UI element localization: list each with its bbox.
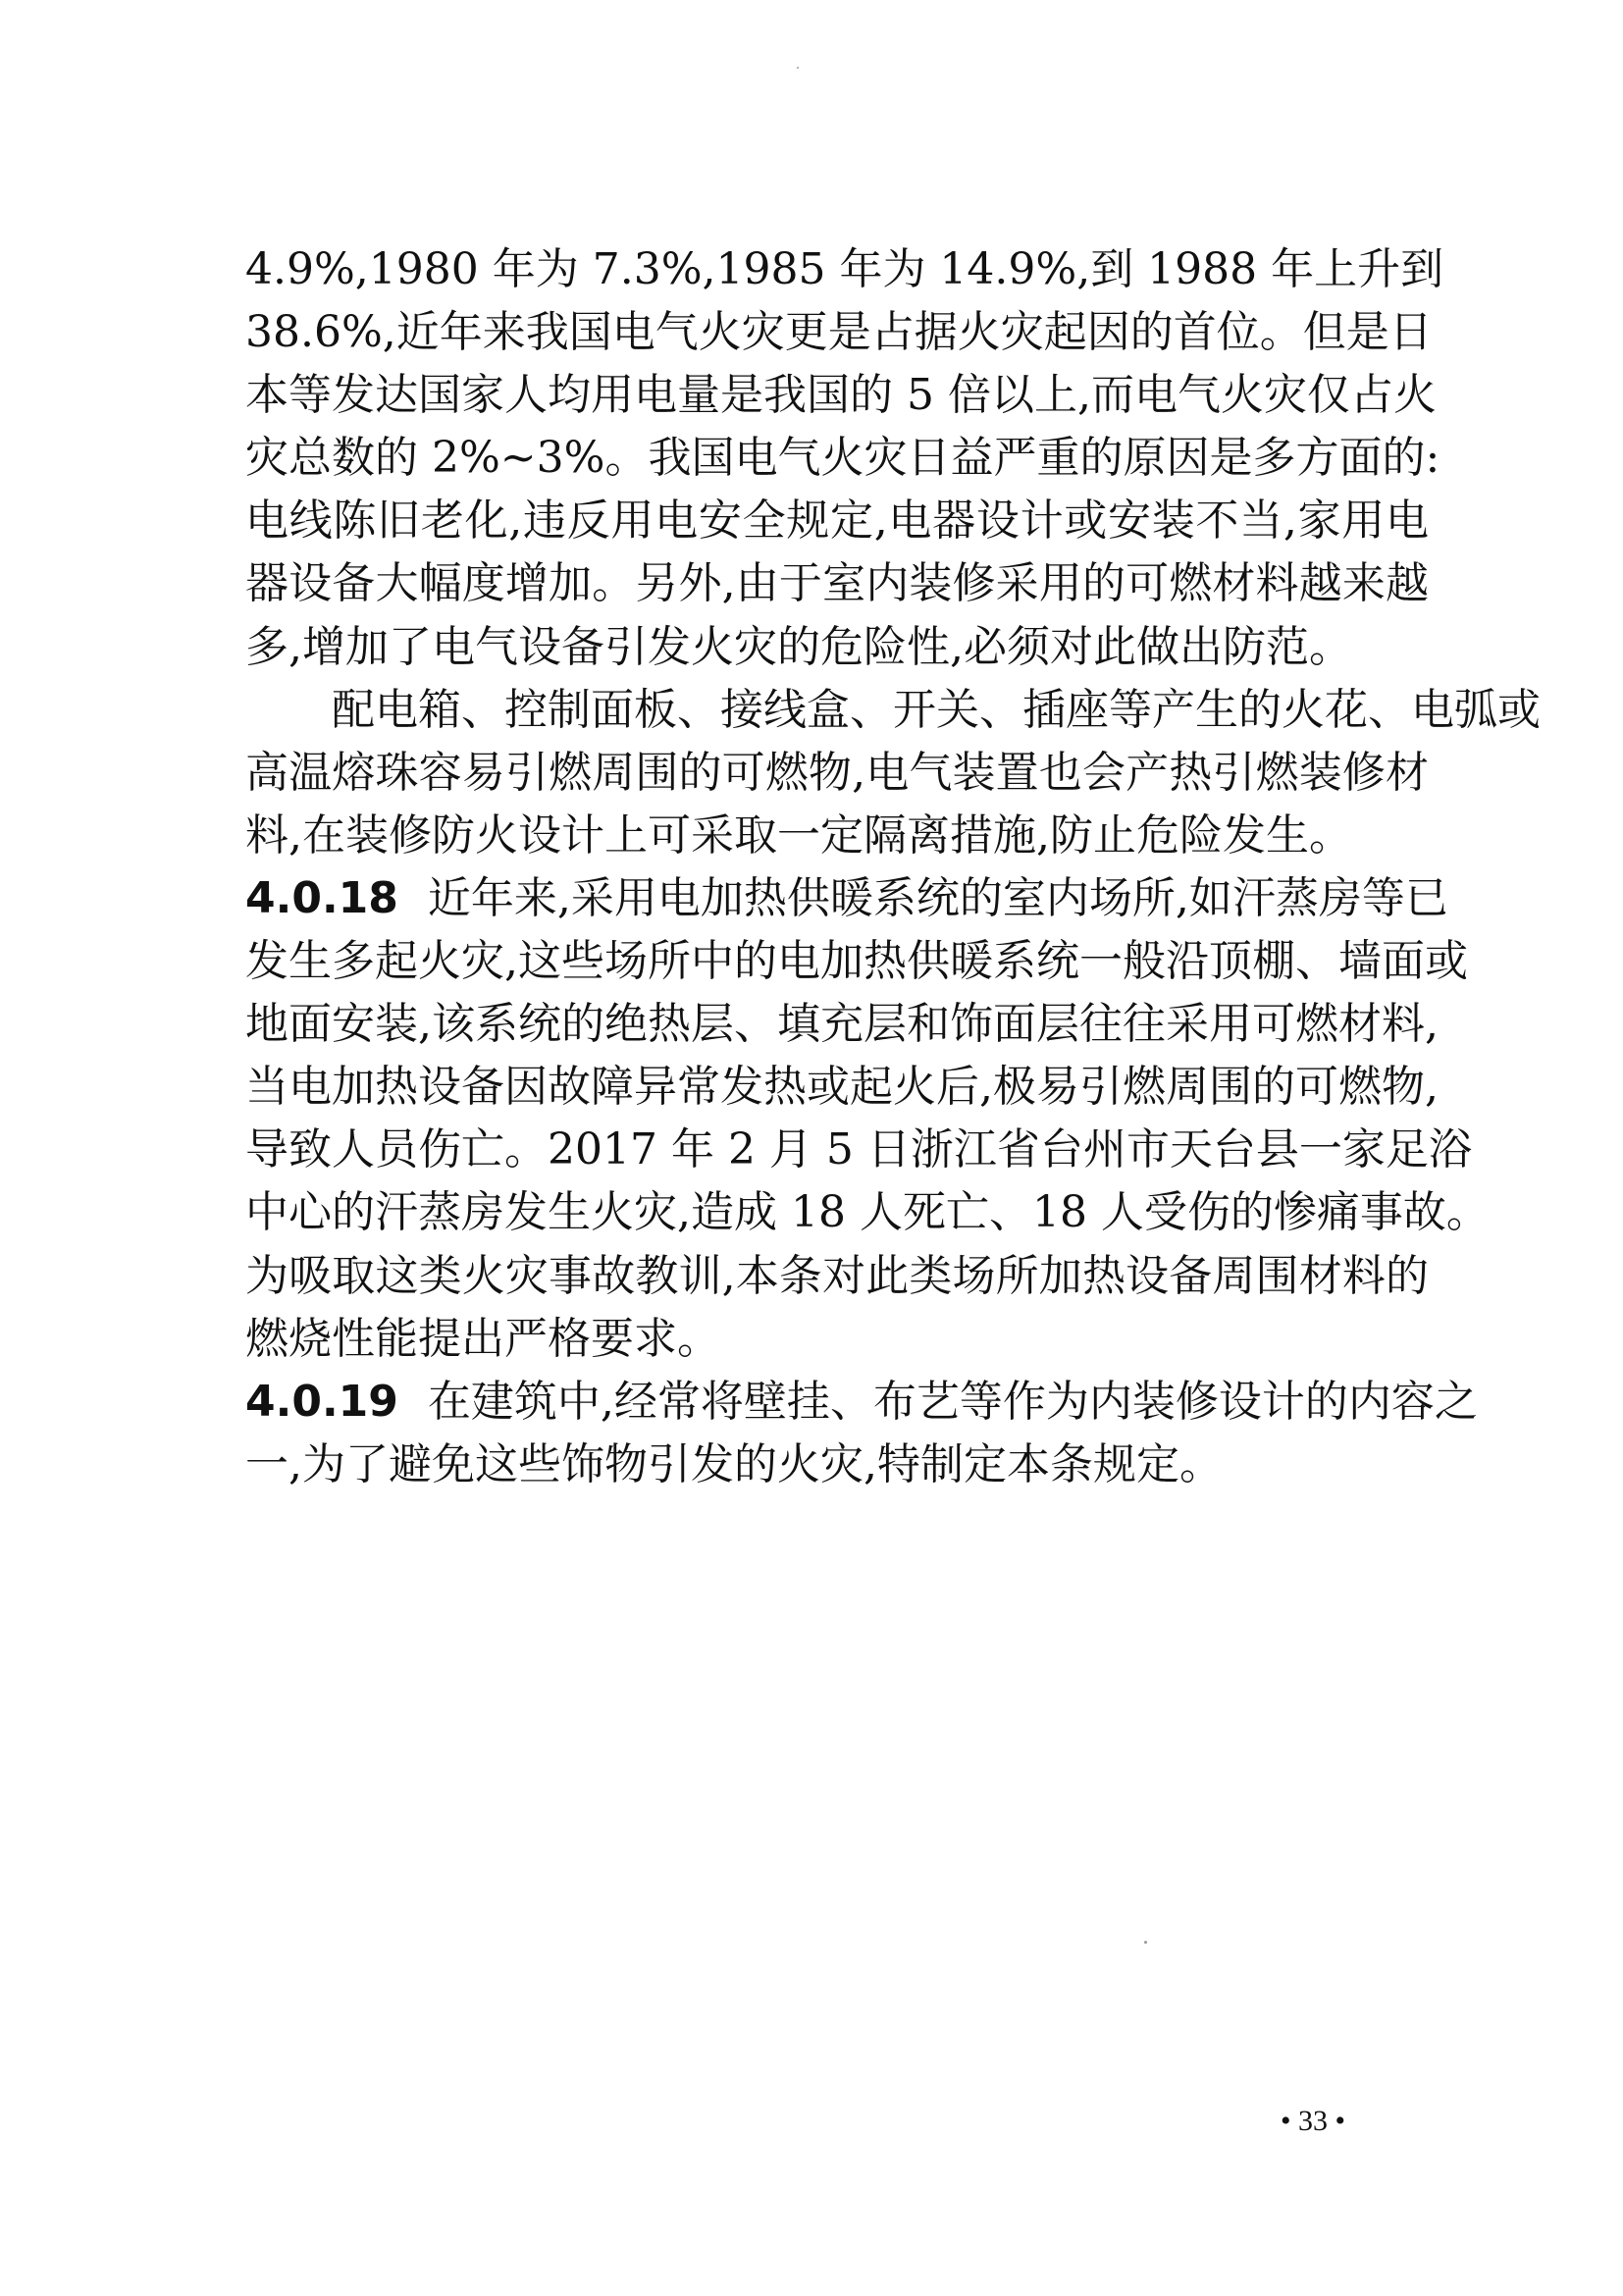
clause-first-line (245, 867, 1448, 930)
text-line: 近年来,采用电加热供暖系统的室内场所,如汗蒸房等已 (427, 872, 1448, 923)
text-line: 多,增加了电气设备引发火灾的危险性,必须对此做出防范。 (245, 621, 1352, 672)
text-line: 导致人员伤亡。2017 年 2 月 5 日浙江省台州市天台县一家足浴 (245, 1124, 1472, 1175)
text-line: 本等发达国家人均用电量是我国的 5 倍以上,而电气火灾仅占火 (245, 370, 1437, 421)
text-line: 电线陈旧老化,违反用电安全规定,电器设计或安装不当,家用电 (245, 496, 1429, 547)
text-line: 在建筑中,经常将壁挂、布艺等作为内装修设计的内容之 (427, 1376, 1478, 1427)
page-number: • 33 • (1281, 2105, 1346, 2137)
scan-speck (797, 67, 799, 69)
text-line: 为吸取这类火灾事故教训,本条对此类场所加热设备周围材料的 (245, 1250, 1429, 1301)
scan-speck (1144, 1941, 1147, 1944)
clause-number: 4.0.18 (245, 872, 398, 923)
text-line: 器设备大幅度增加。另外,由于室内装修采用的可燃材料越来越 (245, 558, 1429, 609)
text-line: 38.6%,近年来我国电气火灾更是占据火灾起因的首位。但是日 (245, 307, 1433, 358)
text-line: 燃烧性能提出严格要求。 (245, 1313, 720, 1364)
text-line: 高温熔珠容易引燃周围的可燃物,电气装置也会产热引燃装修材 (245, 747, 1429, 798)
text-line: 料,在装修防火设计上可采取一定隔离措施,防止危险发生。 (245, 809, 1352, 861)
text-line: 中心的汗蒸房发生火灾,造成 18 人死亡、18 人受伤的惨痛事故。 (245, 1187, 1490, 1238)
clause-first-line (245, 1371, 1478, 1434)
text-line: 4.9%,1980 年为 7.3%,1985 年为 14.9%,到 1988 年上升到 (245, 244, 1444, 294)
text-line: 当电加热设备因故障异常发热或起火后,极易引燃周围的可燃物, (245, 1062, 1439, 1113)
text-line: 灾总数的 2%~3%。我国电气火灾日益严重的原因是多方面的: (245, 433, 1440, 484)
clause-number: 4.0.19 (245, 1376, 398, 1427)
text-line: 一,为了避免这些饰物引发的火灾,特制定本条规定。 (245, 1438, 1223, 1489)
text-line: 地面安装,该系统的绝热层、填充层和饰面层往往采用可燃材料, (245, 999, 1439, 1050)
body-text (245, 238, 1541, 1496)
text-line: 配电箱、控制面板、接线盒、开关、插座等产生的火花、电弧或 (332, 684, 1541, 735)
text-line: 发生多起火灾,这些场所中的电加热供暖系统一般沿顶棚、墙面或 (245, 936, 1468, 987)
